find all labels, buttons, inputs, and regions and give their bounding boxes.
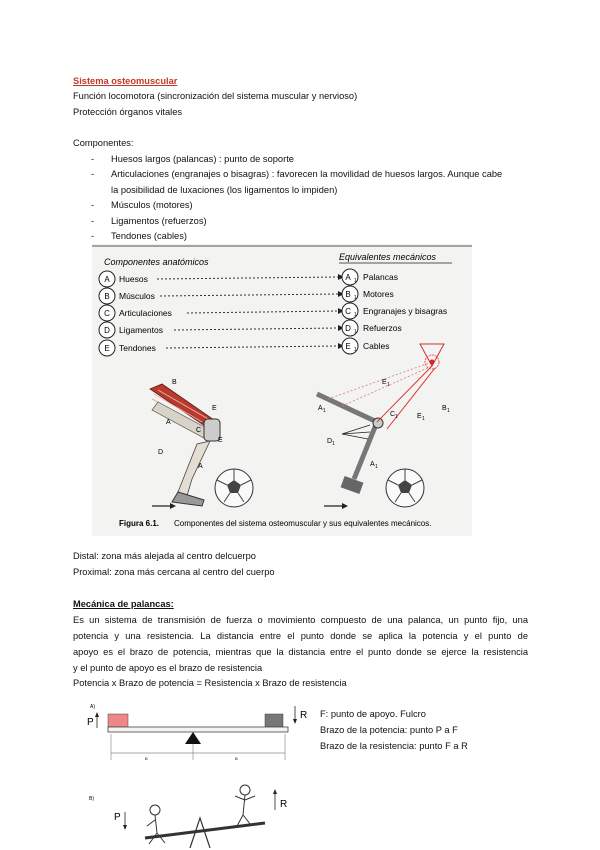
svg-text:B: B [104, 292, 110, 301]
svg-text:C: C [104, 309, 110, 318]
svg-text:1: 1 [395, 414, 398, 420]
svg-text:1: 1 [447, 408, 450, 414]
svg-text:1: 1 [422, 416, 425, 422]
bullet-text: Tendones (cables) [111, 231, 187, 241]
definition-proximal: Proximal: zona más cercana al centro del cuerpo [73, 567, 275, 577]
svg-text:Engranajes y bisagras: Engranajes y bisagras [363, 306, 448, 316]
seesaw-plank [145, 823, 265, 838]
component-row-d [99, 320, 402, 338]
component-row-e [99, 338, 389, 356]
potencia-block [108, 714, 128, 727]
svg-text:B: B [172, 379, 177, 386]
paragraph-line: y el punto de apoyo es el brazo de resistencia [73, 663, 263, 673]
svg-text:1: 1 [354, 312, 357, 318]
bullet-dash: - [91, 231, 95, 241]
svg-text:Refuerzos: Refuerzos [363, 323, 402, 333]
bullet-dash: - [91, 200, 95, 210]
bullet-dash: - [91, 154, 95, 164]
svg-text:D: D [158, 449, 164, 456]
svg-text:C: C [390, 411, 396, 418]
bullet-dash: - [91, 169, 95, 179]
svg-text:D: D [327, 438, 333, 445]
svg-text:E: E [104, 344, 110, 353]
svg-text:1: 1 [354, 347, 357, 353]
text-line: Función locomotora (sincronización del sistema muscular y nervioso) [73, 91, 358, 101]
components-label: Componentes: [73, 138, 134, 148]
bullet-text: la posibilidad de luxaciones (los ligamentos lo impiden) [111, 185, 338, 195]
svg-text:Cables: Cables [363, 341, 390, 351]
svg-text:1: 1 [332, 441, 335, 447]
svg-text:A: A [198, 463, 203, 470]
figure-osteomuscular-components [92, 244, 472, 536]
svg-text:Articulaciones: Articulaciones [119, 308, 172, 318]
lever-formula: Potencia x Brazo de potencia = Resistencia x Brazo de resistencia [73, 678, 347, 688]
svg-text:A: A [370, 461, 375, 468]
bullet-text: Ligamentos (refuerzos) [111, 216, 207, 226]
svg-text:Palancas: Palancas [363, 272, 398, 282]
resistencia-label: R [300, 710, 308, 721]
svg-text:1: 1 [354, 329, 357, 335]
svg-text:E: E [382, 379, 387, 386]
text-line: Protección órganos vitales [73, 107, 183, 117]
component-row-a [99, 269, 398, 287]
svg-text:B: B [442, 405, 447, 412]
svg-text:1: 1 [354, 295, 357, 301]
svg-text:A): A) [90, 704, 95, 710]
fulcrum-icon [185, 732, 201, 744]
paragraph-line: apoyo es el brazo de potencia, mientras que la distancia entre el punto donde se ejerce la resistencia [73, 647, 528, 657]
paragraph-line: Es un sistema de transmisión de fuerza o movimiento compuesto de una palanca, un punto fijo, una [73, 615, 528, 625]
svg-text:A: A [166, 419, 171, 426]
svg-text:E: E [212, 405, 217, 412]
mechanical-illustration [317, 344, 450, 509]
svg-text:A: A [345, 273, 351, 282]
legend-brazo-potencia: Brazo de la potencia: punto P a F [320, 725, 458, 735]
svg-text:B: B [235, 756, 238, 761]
svg-text:Ligamentos: Ligamentos [119, 325, 163, 335]
left-header: Componentes anatómicos [104, 257, 209, 267]
svg-text:Tendones: Tendones [119, 343, 156, 353]
svg-text:R: R [280, 799, 288, 810]
bullet-text: Huesos largos (palancas) : punto de soporte [111, 154, 294, 164]
figure-caption-text: Componentes del sistema osteomuscular y sus equivalentes mecánicos. [174, 519, 432, 528]
svg-text:1: 1 [387, 382, 390, 388]
section-title-palancas: Mecánica de palancas: [73, 599, 174, 609]
svg-text:E: E [345, 342, 351, 351]
right-header: Equivalentes mecánicos [339, 252, 437, 262]
svg-text:C: C [196, 427, 202, 434]
legend-fulcro: F: punto de apoyo. Fulcro [320, 709, 426, 719]
svg-text:B): B) [89, 796, 94, 802]
lever-diagram [85, 698, 308, 848]
bullet-text: Músculos (motores) [111, 200, 193, 210]
legend-brazo-resistencia: Brazo de la resistencia: punto F a R [320, 741, 468, 751]
child-right-head [240, 785, 250, 795]
svg-text:Músculos: Músculos [119, 291, 155, 301]
svg-text:A: A [318, 405, 323, 412]
bullet-dash: - [91, 216, 95, 226]
leg-illustration [150, 379, 223, 509]
component-row-c [99, 303, 447, 321]
component-row-b [99, 286, 394, 304]
definition-distal: Distal: zona más alejada al centro delcuerpo [73, 551, 256, 561]
svg-text:1: 1 [354, 278, 357, 284]
soccer-ball-right [386, 469, 424, 507]
paragraph-line: potencia y una resistencia. La distancia entre el punto donde se aplica la potencia y el punto de [73, 631, 528, 641]
child-left-head [150, 805, 160, 815]
svg-text:Huesos: Huesos [119, 274, 148, 284]
lever-bar [108, 727, 288, 732]
svg-text:B: B [345, 290, 351, 299]
svg-text:A: A [104, 275, 110, 284]
svg-text:1: 1 [323, 408, 326, 414]
svg-text:D: D [345, 324, 351, 333]
section-title-osteomuscular: Sistema osteomuscular [73, 76, 178, 86]
svg-text:D: D [104, 326, 110, 335]
svg-text:E: E [218, 437, 223, 444]
bullet-text: Articulaciones (engranajes o bisagras) : favorecen la movilidad de huesos largos. Aunque cabe [111, 169, 503, 179]
svg-text:E: E [417, 413, 422, 420]
resistencia-block [265, 714, 283, 727]
potencia-label: P [87, 717, 94, 728]
svg-text:Motores: Motores [363, 289, 394, 299]
figure-caption-label: Figura 6.1. [119, 519, 160, 528]
svg-text:1: 1 [375, 464, 378, 470]
soccer-ball-left [215, 469, 253, 507]
svg-text:C: C [345, 307, 351, 316]
svg-text:B: B [145, 756, 148, 761]
svg-text:P: P [114, 812, 121, 823]
